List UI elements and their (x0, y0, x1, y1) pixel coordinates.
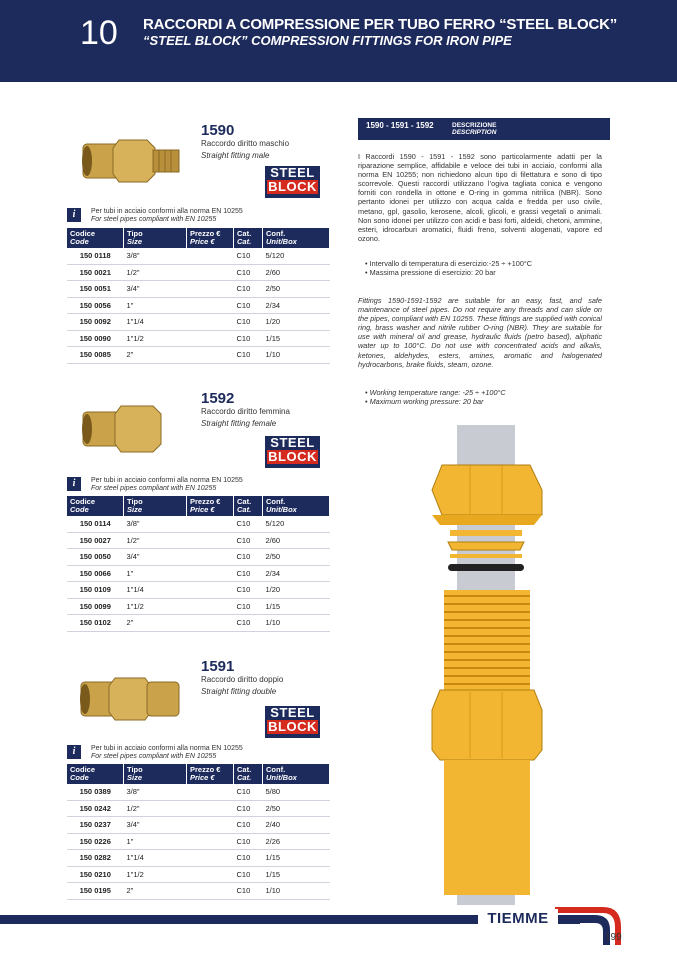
cell-code: 150 0226 (67, 833, 124, 850)
bullet-temperature-it: • Intervallo di temperatura di esercizio:-25 ÷ +100°C (365, 259, 533, 268)
cell-code: 150 0092 (67, 314, 124, 331)
cell-price (187, 549, 234, 566)
cell-box: 1/15 (263, 850, 330, 867)
cell-cat: C10 (234, 347, 263, 364)
table-row (67, 516, 330, 532)
bullet-pressure-en: • Maximum working pressure: 20 bar (365, 397, 484, 406)
cell-price (187, 330, 234, 347)
cell-box: 5/120 (263, 248, 330, 264)
product-1590: 1590 Raccordo diritto maschio Straight fitting male STEEL BLOCK i Per tubi in acciaio conformi alla norma EN 10255 For steel pipes compliant with EN 10255 Codice Code Tipo Size Prezzo € Price € Cat. Cat. Conf. Unit/Box 150 0118 3/8" C10 5/120 150 0021 1/2" C10 2/60 150 0051 3/4" C10 2/50 150 0056 1" C10 2/34 150 0092 1"1/4 C10 1/20 150 0090 1"1/2 C10 1/15 150 0085 2" C10 1/10 (65, 118, 330, 368)
cell-type: 1"1/4 (124, 582, 187, 599)
info-icon: i (67, 477, 81, 491)
cell-type: 3/8" (124, 516, 187, 532)
steel-block-logo: STEEL BLOCK (265, 706, 320, 738)
table-row (67, 314, 330, 331)
cell-code: 150 0109 (67, 582, 124, 599)
info-icon: i (67, 745, 81, 759)
cell-cat: C10 (234, 565, 263, 582)
cell-box: 1/10 (263, 615, 330, 632)
cell-box: 1/20 (263, 314, 330, 331)
cell-cat: C10 (234, 615, 263, 632)
cell-price (187, 582, 234, 599)
table-row (67, 264, 330, 281)
page-number: 199 (605, 932, 622, 943)
fitting-female-image (75, 394, 185, 464)
cell-price (187, 565, 234, 582)
table-row (67, 248, 330, 264)
table-row (67, 883, 330, 900)
cell-box: 2/50 (263, 281, 330, 298)
product-table-1591: Codice Code Tipo Size Prezzo € Price € Cat. Cat. Conf. Unit/Box 150 0389 3/8" C10 5/80 150 0242 1/2" C10 2/50 150 0237 3/4" C10 2/40 150 0226 1" C10 2/26 150 0282 1"1/4 C10 1/15 150 0210 1"1/2 C10 1/15 150 0195 2" C10 1/10 (67, 764, 330, 900)
cell-cat: C10 (234, 598, 263, 615)
cell-price (187, 850, 234, 867)
cell-code: 150 0021 (67, 264, 124, 281)
cell-type: 1"1/4 (124, 314, 187, 331)
table-row (67, 866, 330, 883)
cell-type: 3/4" (124, 817, 187, 834)
page-title: RACCORDI A COMPRESSIONE PER TUBO FERRO “STEEL BLOCK” (143, 16, 618, 33)
product-table-1590: Codice Code Tipo Size Prezzo € Price € Cat. Cat. Conf. Unit/Box 150 0118 3/8" C10 5/120 150 0021 1/2" C10 2/60 150 0051 3/4" C10 2/50 150 0056 1" C10 2/34 150 0092 1"1/4 C10 1/20 150 0090 1"1/2 C10 1/15 150 0085 2" C10 1/10 (67, 228, 330, 364)
cell-price (187, 817, 234, 834)
cell-box: 2/34 (263, 297, 330, 314)
cell-type: 3/4" (124, 281, 187, 298)
cell-cat: C10 (234, 248, 263, 264)
cell-code: 150 0237 (67, 817, 124, 834)
cell-cat: C10 (234, 850, 263, 867)
cell-box: 2/60 (263, 532, 330, 549)
cell-type: 3/4" (124, 549, 187, 566)
cell-cat: C10 (234, 297, 263, 314)
cell-price (187, 264, 234, 281)
brand-logo: TIEMME (478, 909, 558, 929)
product-name-en: Straight fitting male (201, 151, 270, 160)
cell-cat: C10 (234, 549, 263, 566)
cell-price (187, 297, 234, 314)
cell-type: 2" (124, 347, 187, 364)
cell-code: 150 0118 (67, 248, 124, 264)
table-row (67, 833, 330, 850)
cell-cat: C10 (234, 314, 263, 331)
description-header (358, 118, 610, 140)
product-name-en: Straight fitting double (201, 687, 277, 696)
cell-price (187, 833, 234, 850)
cell-cat: C10 (234, 800, 263, 817)
cell-price (187, 281, 234, 298)
cell-box: 1/15 (263, 330, 330, 347)
cell-type: 2" (124, 615, 187, 632)
cell-box: 2/50 (263, 800, 330, 817)
table-row (67, 347, 330, 364)
cell-code: 150 0242 (67, 800, 124, 817)
cell-code: 150 0056 (67, 297, 124, 314)
cell-price (187, 866, 234, 883)
cell-type: 1/2" (124, 800, 187, 817)
cell-box: 2/40 (263, 817, 330, 834)
chapter-number: 10 (80, 14, 118, 52)
cell-type: 2" (124, 883, 187, 900)
cell-code: 150 0102 (67, 615, 124, 632)
cell-price (187, 598, 234, 615)
table-row (67, 549, 330, 566)
exploded-fitting-diagram (430, 420, 560, 910)
cell-code: 150 0210 (67, 866, 124, 883)
cell-box: 5/80 (263, 784, 330, 800)
cell-price (187, 883, 234, 900)
cell-type: 1"1/2 (124, 866, 187, 883)
cell-box: 5/120 (263, 516, 330, 532)
table-row (67, 281, 330, 298)
cell-cat: C10 (234, 582, 263, 599)
cell-price (187, 516, 234, 532)
table-row (67, 582, 330, 599)
cell-box: 2/26 (263, 833, 330, 850)
product-1591: 1591 Raccordo diritto doppio Straight fitting double STEEL BLOCK i Per tubi in acciaio conformi alla norma EN 10255 For steel pipes compliant with EN 10255 Codice Code Tipo Size Prezzo € Price € Cat. Cat. Conf. Unit/Box 150 0389 3/8" C10 5/80 150 0242 1/2" C10 2/50 150 0237 3/4" C10 2/40 150 0226 1" C10 2/26 150 0282 1"1/4 C10 1/15 150 0210 1"1/2 C10 1/15 150 0195 2" C10 1/10 (65, 654, 330, 904)
product-number: 1591 (201, 658, 235, 675)
info-icon: i (67, 208, 81, 222)
cell-price (187, 615, 234, 632)
cell-cat: C10 (234, 866, 263, 883)
table-row (67, 615, 330, 632)
steel-block-logo: STEEL BLOCK (265, 166, 320, 198)
cell-price (187, 784, 234, 800)
cell-price (187, 314, 234, 331)
cell-code: 150 0085 (67, 347, 124, 364)
cell-type: 1"1/2 (124, 330, 187, 347)
cell-box: 2/50 (263, 549, 330, 566)
table-row (67, 850, 330, 867)
cell-code: 150 0282 (67, 850, 124, 867)
cell-box: 1/15 (263, 598, 330, 615)
cell-cat: C10 (234, 532, 263, 549)
description-text-it: I Raccordi 1590 - 1591 - 1592 sono particolarmente adatti per la riparazione semplice, affidabile e veloce dei tubi in acciaio, conformi alla norma EN 10255; non richiedono alcun tipo di filettatura e sono di tipo scorrevole. Questi raccordi utilizzano l’ogiva tagliata conica e vengono forniti con rondella in ottone e O-ring in gomma nitrilica (NBR). Sono pertanto idonei per utilizzo con acqua calda e fredda per uso civile, metano, gpl, gasolio, kerosene, alcoli, glicoli, e grassi vegetali o animali. Non sono idonei per utilizzo con acidi e basi forti, aldeidi, chetoni, ammine, esteri, idrocarburi aromatici, fluidi freno, solventi alogenati, vapore ed ozono. (358, 152, 602, 243)
page-header (0, 0, 677, 82)
cell-code: 150 0051 (67, 281, 124, 298)
product-number: 1592 (201, 390, 235, 407)
cell-code: 150 0050 (67, 549, 124, 566)
cell-cat: C10 (234, 264, 263, 281)
table-row (67, 800, 330, 817)
cell-type: 1/2" (124, 532, 187, 549)
product-table-1592: Codice Code Tipo Size Prezzo € Price € Cat. Cat. Conf. Unit/Box 150 0114 3/8" C10 5/120 150 0027 1/2" C10 2/60 150 0050 3/4" C10 2/50 150 0066 1" C10 2/34 150 0109 1"1/4 C10 1/20 150 0099 1"1/2 C10 1/15 150 0102 2" C10 1/10 (67, 496, 330, 632)
cell-type: 1" (124, 833, 187, 850)
fitting-double-image (75, 664, 185, 734)
cell-code: 150 0195 (67, 883, 124, 900)
table-row (67, 565, 330, 582)
product-1592: 1592 Raccordo diritto femmina Straight fitting female STEEL BLOCK i Per tubi in acciaio conformi alla norma EN 10255 For steel pipes compliant with EN 10255 Codice Code Tipo Size Prezzo € Price € Cat. Cat. Conf. Unit/Box 150 0114 3/8" C10 5/120 150 0027 1/2" C10 2/60 150 0050 3/4" C10 2/50 150 0066 1" C10 2/34 150 0109 1"1/4 C10 1/20 150 0099 1"1/2 C10 1/15 150 0102 2" C10 1/10 (65, 386, 330, 636)
cell-type: 3/8" (124, 248, 187, 264)
cell-type: 1" (124, 297, 187, 314)
table-row (67, 297, 330, 314)
cell-cat: C10 (234, 516, 263, 532)
description-label-en: DESCRIPTION (452, 129, 497, 136)
page-subtitle: “STEEL BLOCK” COMPRESSION FITTINGS FOR IRON PIPE (143, 33, 512, 48)
cell-code: 150 0027 (67, 532, 124, 549)
cell-price (187, 532, 234, 549)
product-name-it: Raccordo diritto femmina (201, 407, 290, 416)
cell-box: 2/34 (263, 565, 330, 582)
cell-code: 150 0099 (67, 598, 124, 615)
cell-type: 1/2" (124, 264, 187, 281)
cell-price (187, 248, 234, 264)
table-row (67, 784, 330, 800)
cell-box: 1/15 (263, 866, 330, 883)
product-name-it: Raccordo diritto maschio (201, 139, 290, 148)
cell-type: 1" (124, 565, 187, 582)
cell-box: 1/20 (263, 582, 330, 599)
cell-box: 1/10 (263, 883, 330, 900)
description-codes: 1590 - 1591 - 1592 (366, 121, 434, 130)
fitting-male-image (75, 126, 185, 196)
cell-price (187, 347, 234, 364)
description-label: DESCRIZIONE (452, 122, 497, 129)
cell-box: 2/60 (263, 264, 330, 281)
cell-code: 150 0389 (67, 784, 124, 800)
cell-type: 1"1/4 (124, 850, 187, 867)
cell-cat: C10 (234, 281, 263, 298)
description-text-en: Fittings 1590-1591-1592 are suitable for an easy, fast, and safe maintenance of steel pipes. Do not require any threads and can slide on the pipes, compliant with EN 10255. These fittings are supplied with conical ring, brass washer and nitrile rubber O-ring (NBR). They are suitable for use with mineral oil and grease, hydraulic fluids (petro based), aliphatic water up to 100°C. Do not use with concentrated acids and alkalis, ketones, aldehydes, esters, amines, aromatic and halogenated hydrocarbons, brake fluids, steam, ozone. (358, 296, 602, 369)
product-number: 1590 (201, 122, 235, 139)
cell-box: 1/10 (263, 347, 330, 364)
table-row (67, 817, 330, 834)
cell-cat: C10 (234, 833, 263, 850)
cell-price (187, 800, 234, 817)
cell-cat: C10 (234, 883, 263, 900)
cell-code: 150 0090 (67, 330, 124, 347)
steel-block-logo: STEEL BLOCK (265, 436, 320, 468)
cell-code: 150 0066 (67, 565, 124, 582)
cell-cat: C10 (234, 784, 263, 800)
cell-type: 1"1/2 (124, 598, 187, 615)
bullet-temperature-en: • Working temperature range: -25 ÷ +100°C (365, 388, 506, 397)
cell-code: 150 0114 (67, 516, 124, 532)
bullet-pressure-it: • Massima pressione di esercizio: 20 bar (365, 268, 496, 277)
product-name-it: Raccordo diritto doppio (201, 675, 284, 684)
cell-cat: C10 (234, 817, 263, 834)
cell-cat: C10 (234, 330, 263, 347)
table-row (67, 532, 330, 549)
table-row (67, 330, 330, 347)
table-row (67, 598, 330, 615)
cell-type: 3/8" (124, 784, 187, 800)
product-name-en: Straight fitting female (201, 419, 277, 428)
